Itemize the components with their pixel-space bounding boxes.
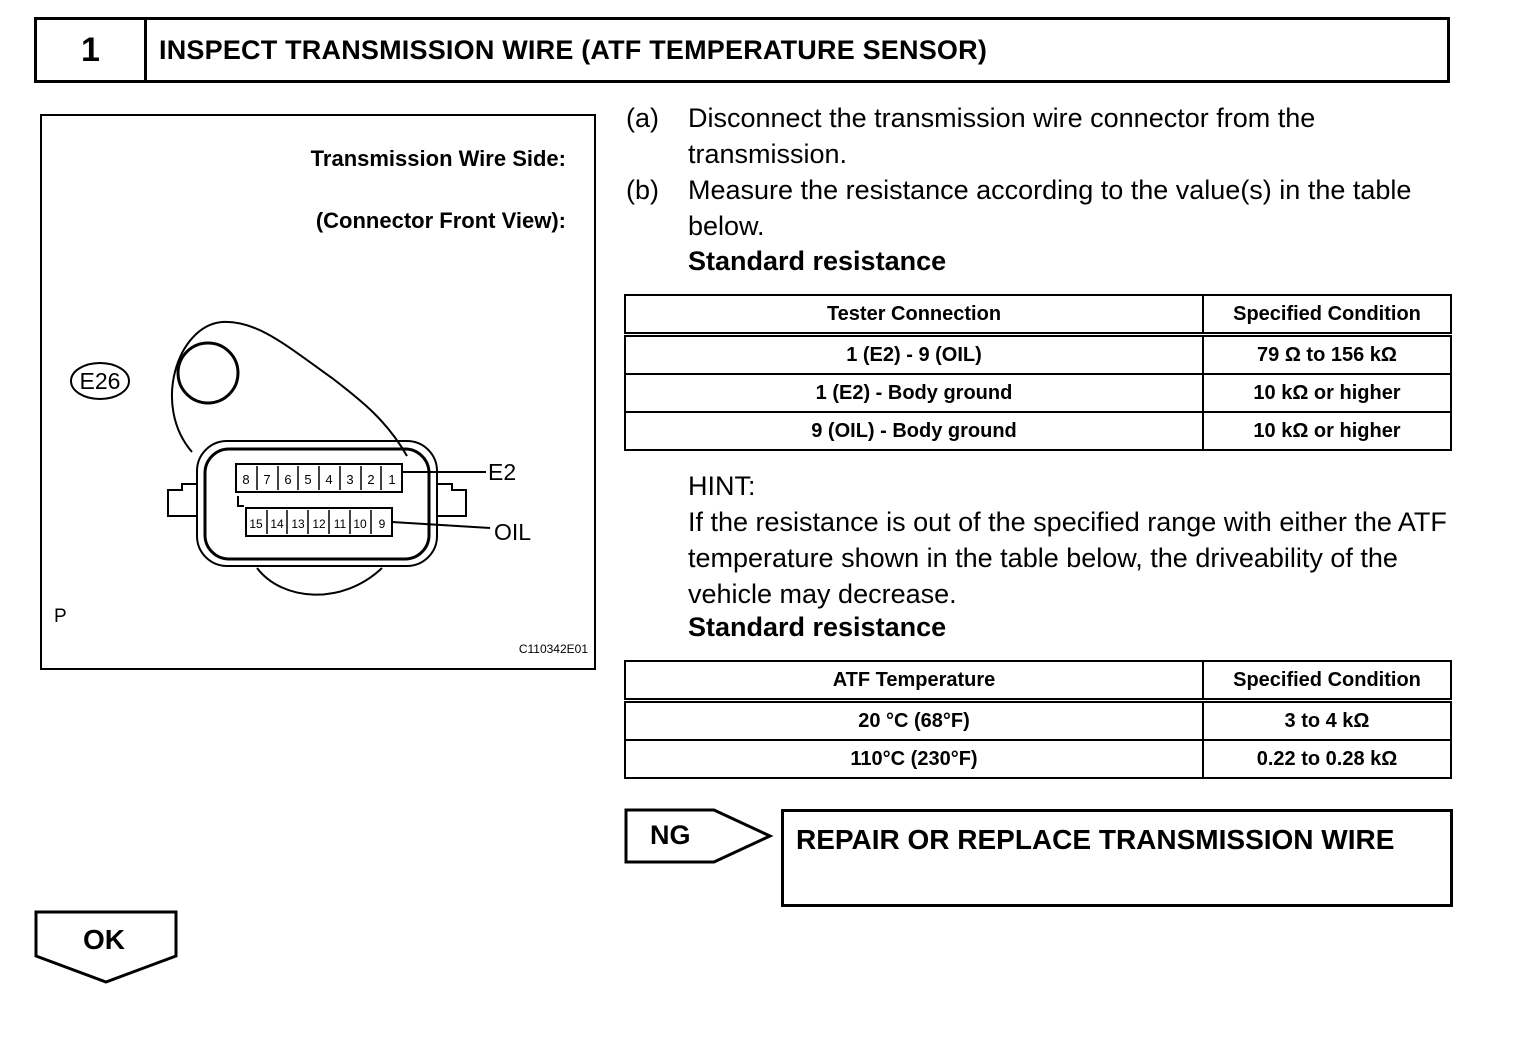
ng-result-box: REPAIR OR REPLACE TRANSMISSION WIRE <box>781 809 1453 907</box>
table-row <box>625 335 1451 375</box>
pin-label: 2 <box>367 472 375 487</box>
instruction-a-letter: (a) <box>626 103 659 133</box>
connector-diagram <box>42 116 594 668</box>
ok-label: OK <box>83 924 125 955</box>
table-row <box>625 374 1451 412</box>
ng-arrow-icon <box>624 808 776 866</box>
resistance-table <box>624 294 1452 451</box>
table-cell: 1 (E2) - 9 (OIL) <box>625 335 1203 375</box>
instruction-b-text: Measure the resistance according to the value(s) in the table below. <box>688 175 1412 241</box>
pin-label: 9 <box>378 517 386 531</box>
pin-label: 8 <box>242 472 250 487</box>
step-title: INSPECT TRANSMISSION WIRE (ATF TEMPERATURE SENSOR) <box>159 34 988 65</box>
table-cell: 10 kΩ or higher <box>1203 374 1451 412</box>
connector-id: E26 <box>79 368 121 394</box>
temperature-table <box>624 660 1452 779</box>
table-cell: 3 to 4 kΩ <box>1203 701 1451 741</box>
table-header-row <box>625 661 1451 701</box>
callout-e2: E2 <box>488 459 517 485</box>
instruction-a-text: Disconnect the transmission wire connector from the transmission. <box>688 103 1316 169</box>
table-cell: 9 (OIL) - Body ground <box>625 412 1203 450</box>
table-row <box>625 412 1451 450</box>
connector-figure <box>40 114 596 670</box>
hint-text: If the resistance is out of the specified range with either the ATF temperature shown in the table below, the driveability of the vehicle may decrease. <box>688 507 1447 609</box>
pin-label: 14 <box>270 517 284 531</box>
table-cell: 0.22 to 0.28 kΩ <box>1203 740 1451 778</box>
callout-oil: OIL <box>494 519 532 545</box>
pin-label: 7 <box>263 472 271 487</box>
table-header: Tester Connection <box>625 295 1203 335</box>
pin-label: 12 <box>312 517 326 531</box>
figure-code: C110342E01 <box>518 642 588 656</box>
pin-label: 1 <box>388 472 396 487</box>
figure-corner-letter: P <box>54 606 67 627</box>
table-row <box>625 701 1451 741</box>
pin-label: 4 <box>325 472 333 487</box>
table-cell: 1 (E2) - Body ground <box>625 374 1203 412</box>
step-header <box>34 17 1450 83</box>
figure-label-side: Transmission Wire Side: <box>310 146 566 171</box>
pin-label: 15 <box>249 517 263 531</box>
standard-resistance-heading: Standard resistance <box>688 246 947 276</box>
table-cell: 20 °C (68°F) <box>625 701 1203 741</box>
pin-label: 6 <box>284 472 292 487</box>
step-number: 1 <box>37 20 147 80</box>
standard-resistance-heading-2: Standard resistance <box>688 612 947 642</box>
pin-label: 3 <box>346 472 354 487</box>
table-cell: 79 Ω to 156 kΩ <box>1203 335 1451 375</box>
table-header: ATF Temperature <box>625 661 1203 701</box>
table-row <box>625 740 1451 778</box>
ng-label: NG <box>650 820 691 850</box>
figure-label-view: (Connector Front View): <box>315 208 566 233</box>
pin-label: 11 <box>333 517 347 531</box>
pin-label: 10 <box>353 517 367 531</box>
table-header-row <box>625 295 1451 335</box>
table-cell: 10 kΩ or higher <box>1203 412 1451 450</box>
table-cell: 110°C (230°F) <box>625 740 1203 778</box>
hint-label: HINT: <box>688 471 756 501</box>
pin-label: 13 <box>291 517 305 531</box>
pin-label: 5 <box>304 472 312 487</box>
instruction-b-letter: (b) <box>626 175 659 205</box>
table-header: Specified Condition <box>1203 661 1451 701</box>
table-header: Specified Condition <box>1203 295 1451 335</box>
